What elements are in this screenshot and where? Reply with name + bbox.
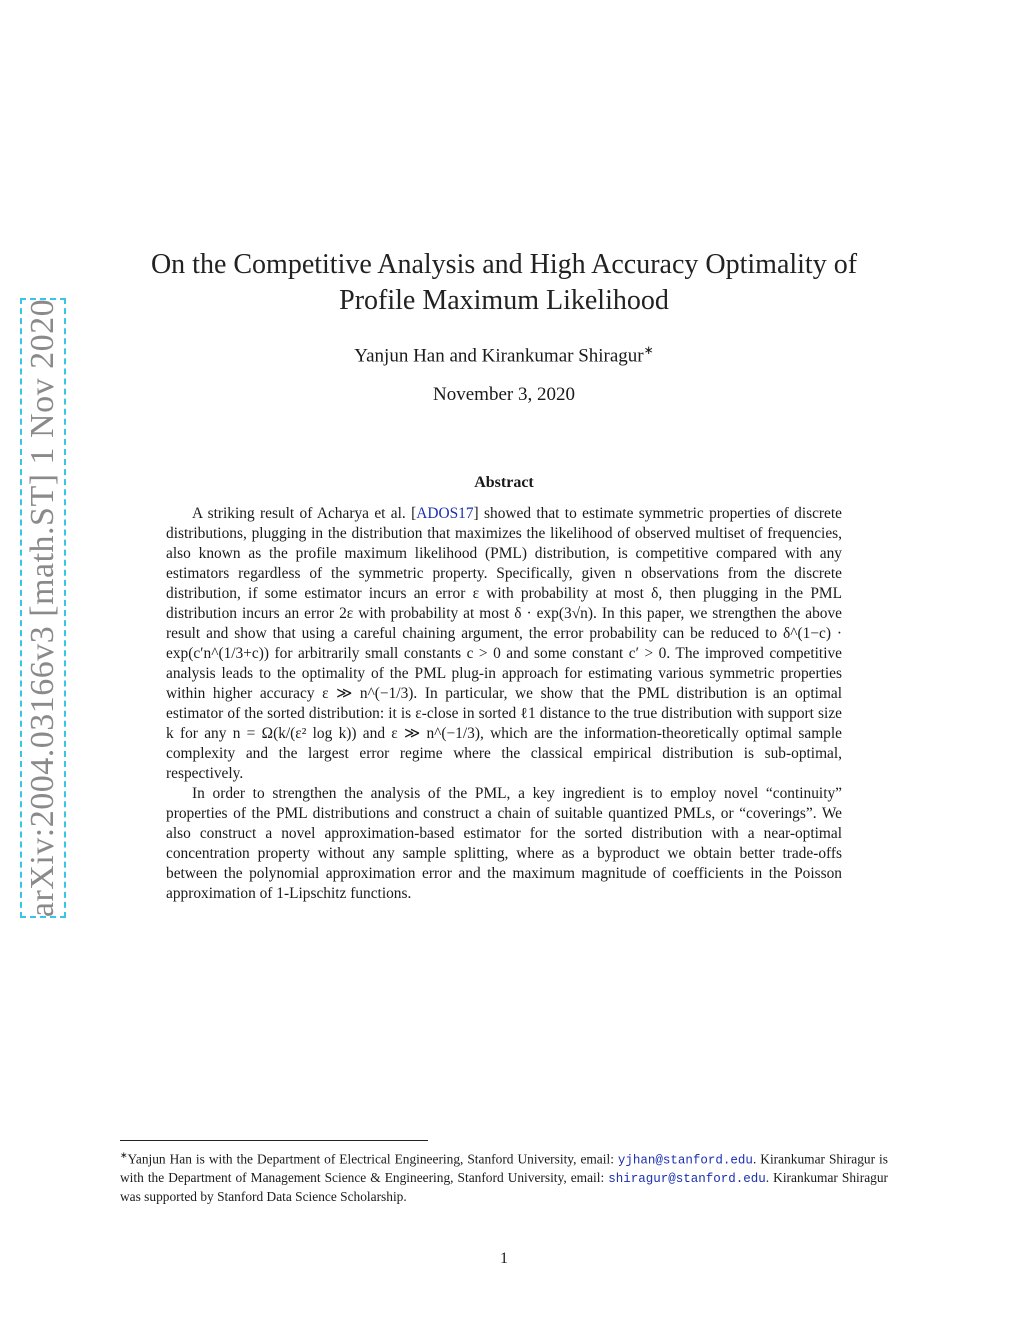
page-number: 1: [500, 1250, 508, 1267]
email-link-shiragur[interactable]: shiragur@stanford.edu: [608, 1172, 766, 1187]
paper-title: [100, 247, 908, 319]
abstract-heading: Abstract: [474, 474, 534, 491]
abstract-paragraph-2: In order to strengthen the analysis of the PML, a key ingredient is to employ novel “continuity” properties of the PML distributions and construct a chain of suitable quantized PMLs, or “coverings”. We also construct a novel approximation-based estimator for the sorted distribution with a near-optimal concentration property without any sample splitting, where as a byproduct we obtain better trade-offs between the polynomial approximation error and the maximum magnitude of coefficients in the Poisson approximation of 1-Lipschitz functions.: [166, 785, 842, 902]
arxiv-stamp: [20, 298, 66, 918]
footnote-mark: ∗: [120, 1150, 128, 1160]
authors: [100, 343, 908, 367]
citation-link[interactable]: ADOS17: [416, 505, 474, 522]
footnote: ∗Yanjun Han is with the Department of Electrical Engineering, Stanford University, email: yjhan@stanford.edu. Kirankumar Shiragur is with the Department of Management Science & Engineering, Stanford University, email: shiragur@stanford.edu. Kirankumar Shiragur was supported by Stanford Data Science Scholarship.: [120, 1150, 888, 1205]
footnote-divider: [120, 1140, 428, 1141]
author-footnote-mark: ∗: [643, 343, 654, 357]
title-line-2: Profile Maximum Likelihood: [339, 285, 669, 316]
author-names: Yanjun Han and Kirankumar Shiragur: [354, 345, 644, 367]
abstract-body: [166, 504, 842, 904]
email-link-han[interactable]: yjhan@stanford.edu: [617, 1153, 753, 1168]
title-line-1: On the Competitive Analysis and High Accuracy Optimality of: [150, 249, 858, 280]
paper-date: November 3, 2020: [433, 384, 575, 405]
arxiv-identifier: arXiv:2004.03166v3 [math.ST] 1 Nov 2020: [24, 298, 61, 918]
abstract-paragraph-1: A striking result of Acharya et al. [ADOS17] showed that to estimate symmetric properties of discrete distributions, plugging in the distribution that maximizes the likelihood of observed multiset of frequencies, also known as the profile maximum likelihood (PML) distribution, is competitive compared with any estimators regardless of the symmetric property. Specifically, given n observations from the discrete distribution, if some estimator incurs an error ε with probability at most δ, then plugging in the PML distribution incurs an error 2ε with probability at most δ · exp(3√n). In this paper, we strengthen the above result and show that using a careful chaining argument, the error probability can be reduced to δ^(1−c) · exp(c′n^(1/3+c)) for arbitrarily small constants c > 0 and some constant c′ > 0. The improved competitive analysis leads to the optimality of the PML plug-in approach for estimating various symmetric properties within higher accuracy ε ≫ n^(−1/3). In particular, we show that the PML distribution is an optimal estimator of the sorted distribution: it is ε-close in sorted ℓ1 distance to the true distribution with support size k for any n = Ω(k/(ε² log k)) and ε ≫ n^(−1/3), which are the information-theoretically optimal sample complexity and the largest error regime where the classical empirical distribution is sub-optimal, respectively.: [166, 505, 842, 782]
